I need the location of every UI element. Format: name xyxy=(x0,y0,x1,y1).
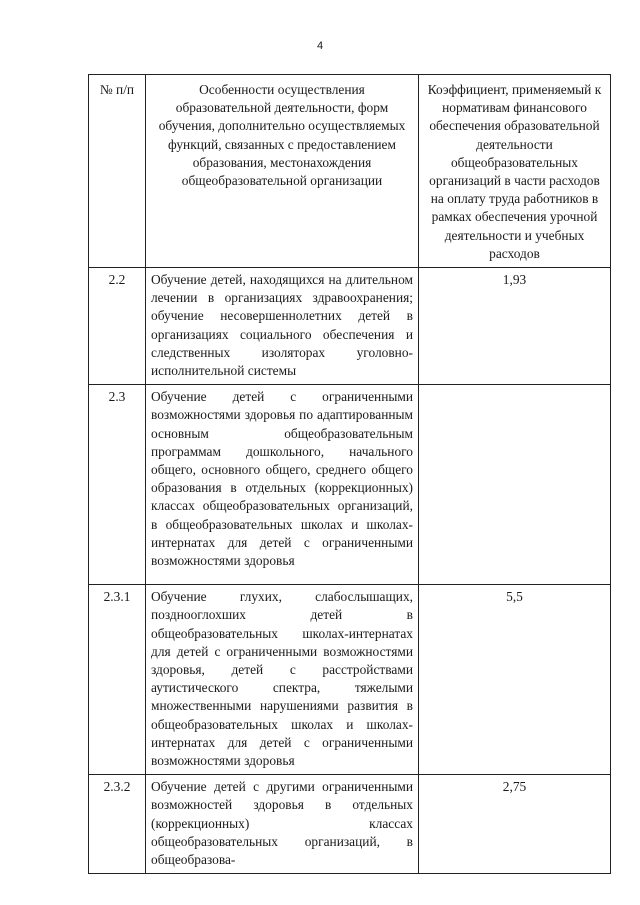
row-coefficient: 2,75 xyxy=(419,775,611,874)
table-row xyxy=(89,775,611,874)
row-coefficient: 1,93 xyxy=(419,268,611,385)
table-header-row xyxy=(89,75,611,268)
table-row xyxy=(89,385,611,585)
row-description: Обучение детей с другими ограниченными возможностей здоровья в отдельных (коррекционных) классах общеобразовательных организаций, в общеобразова- xyxy=(146,775,419,874)
row-num: 2.3.2 xyxy=(89,775,146,874)
row-description: Обучение глухих, слабослышащих, позднооглохших детей в общеобразовательных школах-интернатах для детей с ограниченными возможностями здоровья, детей с расстройствами аутистического спектра, тяжелыми множественными нарушениями развития в общеобразовательных школах и школах-интернатах для детей с ограниченными возможностями здоровья xyxy=(146,585,419,775)
coefficient-table xyxy=(88,74,611,874)
row-coefficient xyxy=(419,385,611,585)
row-num: 2.3.1 xyxy=(89,585,146,775)
table-row xyxy=(89,585,611,775)
row-coefficient: 5,5 xyxy=(419,585,611,775)
row-num: 2.3 xyxy=(89,385,146,585)
header-description: Особенности осуществления образовательной деятельности, форм обучения, дополнительно осуществляемых функций, связанных с предоставлением образования, местонахождения общеобразовательной организации xyxy=(146,75,419,268)
header-num: № п/п xyxy=(89,75,146,268)
table-row xyxy=(89,268,611,385)
row-description: Обучение детей, находящихся на длительном лечении в организациях здравоохранения; обучение несовершеннолетних детей в организациях социального обеспечения и следственных изоляторах уголовно-исполнительной системы xyxy=(146,268,419,385)
row-description: Обучение детей с ограниченными возможностями здоровья по адаптированным основным общеобразовательным программам дошкольного, начального общего, основного общего, среднего общего образования в отдельных (коррекционных) классах общеобразовательных организаций, в общеобразовательных школах и школах-интернатах для детей с ограниченными возможностями здоровья xyxy=(146,385,419,585)
page-number: 4 xyxy=(316,40,324,52)
header-coefficient: Коэффициент, применяемый к нормативам финансового обеспечения образовательной деятельности общеобразовательных организаций в части расходов на оплату труда работников в рамках обеспечения урочной деятельности и учебных расходов xyxy=(419,75,611,268)
row-num: 2.2 xyxy=(89,268,146,385)
